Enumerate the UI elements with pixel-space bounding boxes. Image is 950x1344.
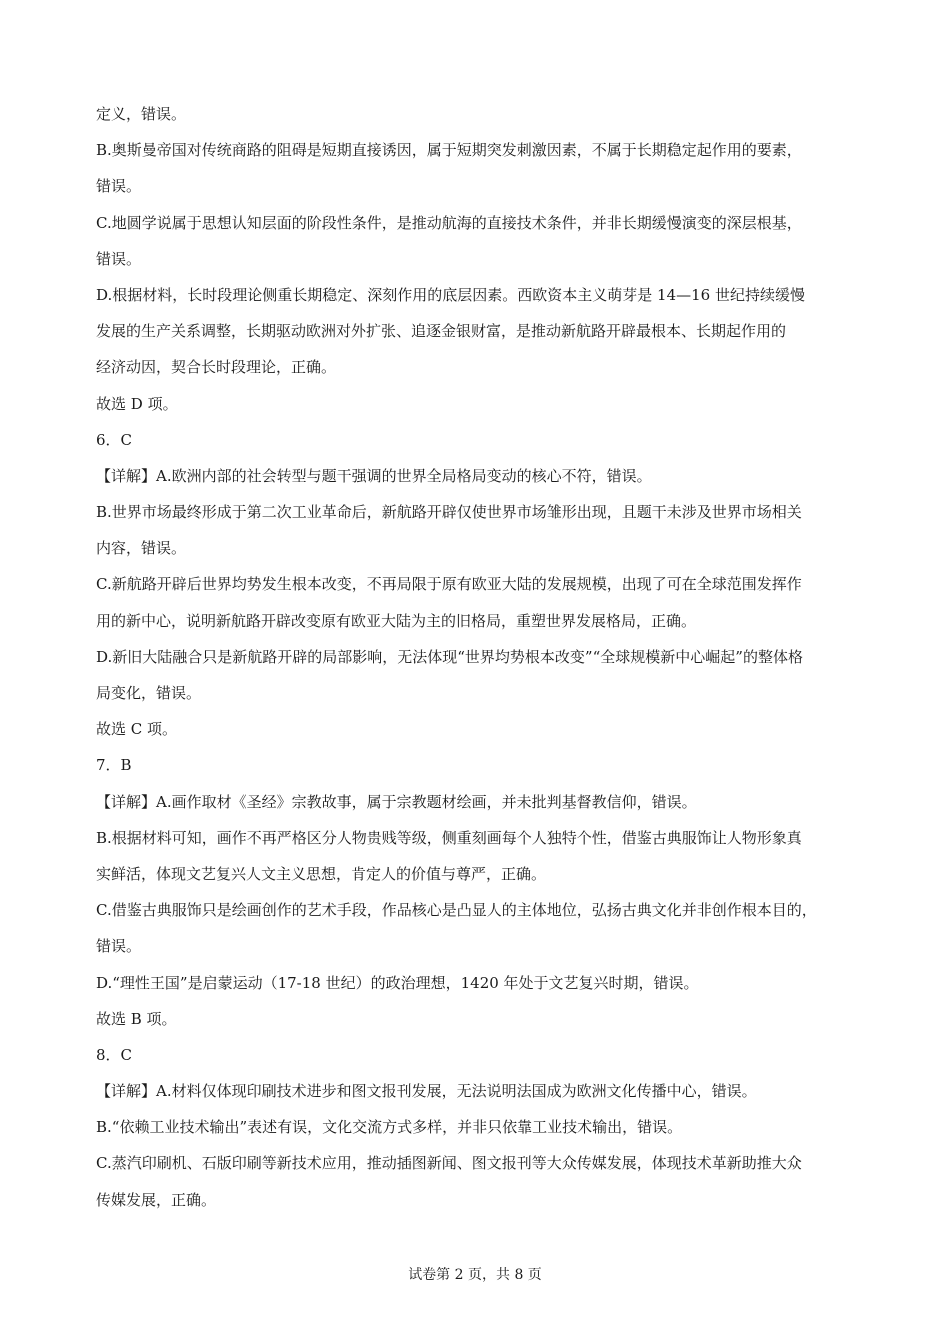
text-line: 故选 B 项。 — [96, 1009, 177, 1028]
text-line: D.新旧大陆融合只是新航路开辟的局部影响，无法体现“世界均势根本改变”“全球规模新中心崛起”的整体格 — [96, 647, 803, 666]
text-line: D.根据材料，长时段理论侧重长期稳定、深刻作用的底层因素。西欧资本主义萌芽是 14—16 世纪持续缓慢 — [96, 285, 805, 304]
text-line: B.“依赖工业技术输出”表述有误，文化交流方式多样，并非只依靠工业技术输出，错误。 — [96, 1118, 683, 1137]
text-line: 错误。 — [96, 177, 142, 196]
text-line: 局变化，错误。 — [96, 684, 202, 702]
text-line: B.世界市场最终形成于第二次工业革命后，新航路开辟仅使世界市场雏形出现，且题干未涉及世界市场相关 — [96, 503, 802, 522]
text-line: 故选 D 项。 — [96, 394, 178, 413]
text-line: 6．C — [96, 430, 133, 449]
text-line: 定义，错误。 — [96, 105, 187, 123]
text-line: 发展的生产关系调整，长期驱动欧洲对外扩张、追逐金银财富，是推动新航路开辟最根本、长期起作用的 — [96, 322, 787, 341]
text-line: D.“理性王国”是启蒙运动（17-18 世纪）的政治理想，1420 年处于文艺复兴时期，错误。 — [96, 973, 699, 992]
text-line: 【详解】A.欧洲内部的社会转型与题干强调的世界全局格局变动的核心不符，错误。 — [96, 466, 652, 485]
document-body — [96, 96, 866, 1218]
text-line: 实鲜活，体现文艺复兴人文主义思想，肯定人的价值与尊严，正确。 — [96, 864, 547, 883]
text-line: 故选 C 项。 — [96, 720, 178, 739]
text-line: 【详解】A.材料仅体现印刷技术进步和图文报刊发展，无法说明法国成为欧洲文化传播中心，错误。 — [96, 1082, 757, 1101]
text-line: 错误。 — [96, 249, 142, 268]
text-line: 7．B — [96, 756, 132, 775]
text-line: 传媒发展，正确。 — [96, 1190, 217, 1209]
text-line: 用的新中心，说明新航路开辟改变原有欧亚大陆为主的旧格局，重塑世界发展格局，正确。 — [96, 611, 697, 630]
text-line: C.新航路开辟后世界均势发生根本改变，不再局限于原有欧亚大陆的发展规模，出现了可在全球范围发挥作 — [96, 575, 802, 594]
text-line: C.蒸汽印刷机、石版印刷等新技术应用，推动插图新闻、图文报刊等大众传媒发展，体现技术革新助推大众 — [96, 1154, 802, 1173]
text-line: 8．C — [96, 1045, 133, 1064]
text-line: B.根据材料可知，画作不再严格区分人物贵贱等级，侧重刻画每个人独特个性，借鉴古典服饰让人物形象真 — [96, 828, 802, 847]
text-line: B.奥斯曼帝国对传统商路的阻碍是短期直接诱因，属于短期突发刺激因素，不属于长期稳定起作用的要素， — [96, 141, 802, 160]
page-footer: 试卷第 2 页，共 8 页 — [408, 1267, 542, 1283]
text-line: 错误。 — [96, 937, 142, 956]
text-line: 【详解】A.画作取材《圣经》宗教故事，属于宗教题材绘画，并未批判基督教信仰，错误。 — [96, 792, 697, 811]
text-line: 内容，错误。 — [96, 539, 187, 558]
text-line: 经济动因，契合长时段理论，正确。 — [96, 358, 337, 377]
text-line: C.借鉴古典服饰只是绘画创作的艺术手段，作品核心是凸显人的主体地位，弘扬古典文化并非创作根本目的， — [96, 901, 817, 920]
text-line: C.地圆学说属于思想认知层面的阶段性条件，是推动航海的直接技术条件，并非长期缓慢演变的深层根基， — [96, 213, 802, 232]
